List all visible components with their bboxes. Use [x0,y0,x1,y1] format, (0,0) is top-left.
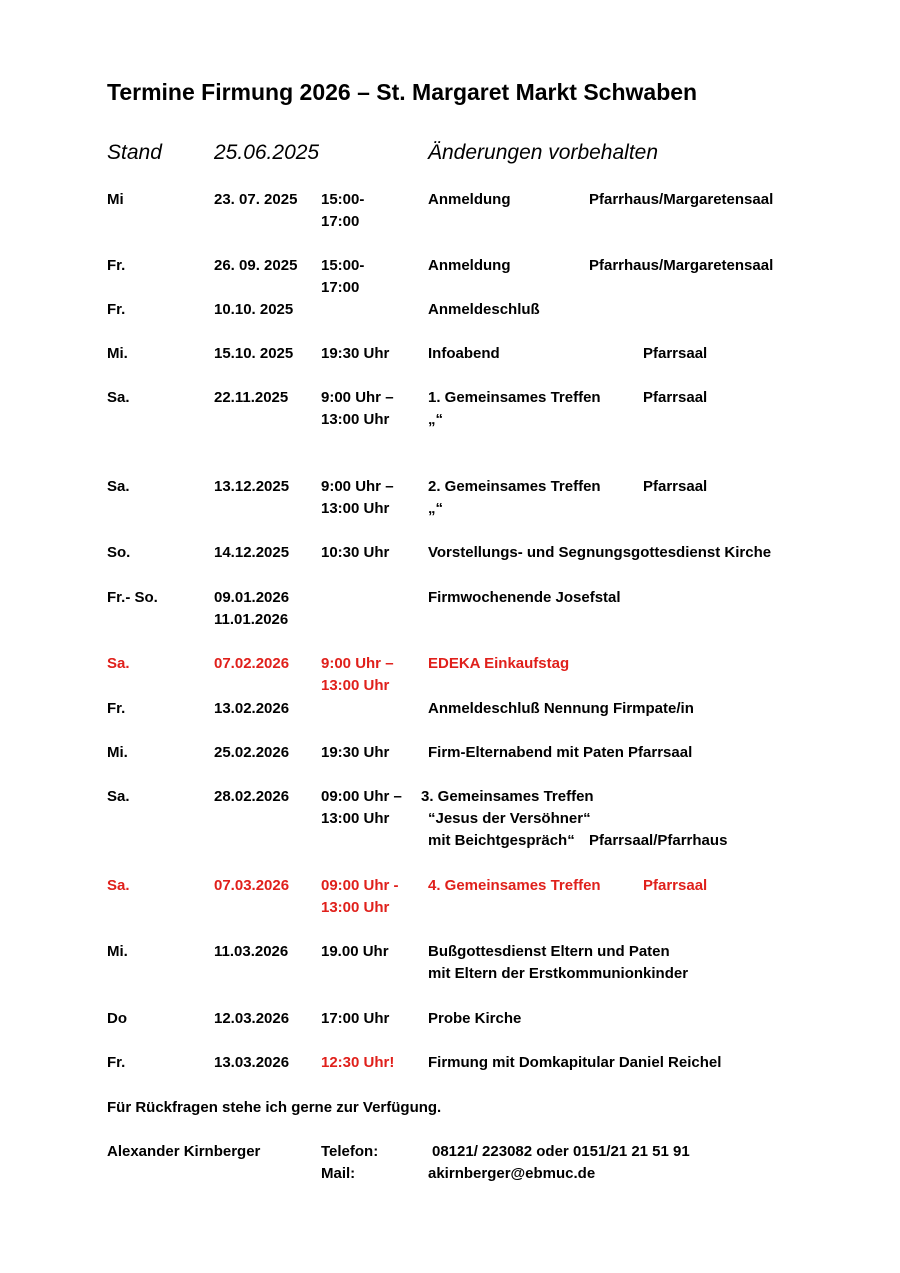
event-description: Anmeldung [428,191,511,208]
footer-note: Für Rückfragen stehe ich gerne zur Verfügung. [107,1099,442,1116]
event-location: Pfarrsaal [643,345,708,362]
event-description: mit Beichtgespräch“ [428,832,575,849]
event-time: 9:00 Uhr – [321,478,394,495]
mail-address: akirnberger@ebmuc.de [428,1165,596,1182]
event-date: 07.03.2026 [214,877,290,894]
event-description: 1. Gemeinsames Treffen [428,389,601,406]
event-date: 13.12.2025 [214,478,290,495]
event-description: Bußgottesdienst Eltern und Paten [428,943,670,960]
event-time: 17:00 [321,213,360,230]
event-time: 13:00 Uhr [321,411,390,428]
event-description: Probe Kirche [428,1010,522,1027]
event-day: Do [107,1010,127,1027]
event-description: Firmwochenende Josefstal [428,589,621,606]
event-date: 15.10. 2025 [214,345,294,362]
event-date: 26. 09. 2025 [214,257,298,274]
event-day: Mi. [107,744,128,761]
event-description: Infoabend [428,345,500,362]
event-description: 2. Gemeinsames Treffen [428,478,601,495]
event-date: 13.03.2026 [214,1054,290,1071]
event-day: Sa. [107,655,130,672]
event-date: 14.12.2025 [214,544,290,561]
event-description: Firmung mit Domkapitular Daniel Reichel [428,1054,722,1071]
event-date: 07.02.2026 [214,655,290,672]
event-location: Pfarrhaus/Margaretensaal [589,191,774,208]
event-description: “Jesus der Versöhner“ [428,810,591,827]
event-date: 13.02.2026 [214,700,290,717]
stand-note: Änderungen vorbehalten [428,141,659,164]
event-time: 9:00 Uhr – [321,389,394,406]
event-time: 13:00 Uhr [321,899,390,916]
event-day: Mi. [107,345,128,362]
event-location: Pfarrsaal [643,877,708,894]
contact-name: Alexander Kirnberger [107,1143,261,1160]
event-description: Anmeldung [428,257,511,274]
event-time: 09:00 Uhr – [321,788,402,805]
stand-label: Stand [107,141,162,164]
event-day: Fr. [107,700,126,717]
page-title: Termine Firmung 2026 – St. Margaret Markt Schwaben [107,79,698,105]
event-time: 17:00 [321,279,360,296]
event-day: Sa. [107,788,130,805]
event-time: 15:00- [321,191,365,208]
event-day: Fr.- So. [107,589,158,606]
event-time: 17:00 Uhr [321,1010,390,1027]
phone-label: Telefon: [321,1143,379,1160]
stand-date: 25.06.2025 [214,141,320,164]
event-time: 10:30 Uhr [321,544,390,561]
event-location: Pfarrsaal [643,478,708,495]
event-time: 13:00 Uhr [321,810,390,827]
event-day: Mi. [107,943,128,960]
event-description: Firm-Elternabend mit Paten Pfarrsaal [428,744,693,761]
event-day: Fr. [107,301,126,318]
event-day: Mi [107,191,124,208]
event-date: 28.02.2026 [214,788,290,805]
event-date: 11.03.2026 [214,943,289,960]
event-description: 4. Gemeinsames Treffen [428,877,601,894]
event-time: 19:30 Uhr [321,345,390,362]
event-day: Sa. [107,877,130,894]
event-description: mit Eltern der Erstkommunionkinder [428,965,689,982]
event-time: 19.00 Uhr [321,943,389,960]
event-date: 22.11.2025 [214,389,289,406]
event-description: EDEKA Einkaufstag [428,655,570,672]
event-description: Vorstellungs- und Segnungsgottesdienst Kirche [428,544,772,561]
event-day: Fr. [107,257,126,274]
event-date: 25.02.2026 [214,744,290,761]
event-location: Pfarrhaus/Margaretensaal [589,257,774,274]
event-date: 09.01.2026 [214,589,290,606]
event-description: „“ [428,411,443,428]
event-time: 15:00- [321,257,365,274]
event-time: 9:00 Uhr – [321,655,394,672]
event-time: 19:30 Uhr [321,744,390,761]
event-date: 23. 07. 2025 [214,191,298,208]
event-day: Sa. [107,478,130,495]
event-location: Pfarrsaal/Pfarrhaus [589,832,728,849]
event-date-end: 11.01.2026 [214,611,289,628]
event-date: 12.03.2026 [214,1010,290,1027]
event-time: 13:00 Uhr [321,500,390,517]
event-location: Pfarrsaal [643,389,708,406]
event-time: 12:30 Uhr! [321,1054,395,1071]
event-day: Sa. [107,389,130,406]
event-description: Anmeldeschluß Nennung Firmpate/in [428,700,694,717]
event-time: 09:00 Uhr - [321,877,399,894]
mail-label: Mail: [321,1165,356,1182]
event-date: 10.10. 2025 [214,301,294,318]
event-day: Fr. [107,1054,126,1071]
event-description: „“ [428,500,443,517]
event-time: 13:00 Uhr [321,677,390,694]
event-description: Anmeldeschluß [428,301,540,318]
phone-number: 08121/ 223082 oder 0151/21 21 51 91 [432,1143,690,1160]
event-day: So. [107,544,131,561]
event-description: 3. Gemeinsames Treffen [421,788,594,805]
